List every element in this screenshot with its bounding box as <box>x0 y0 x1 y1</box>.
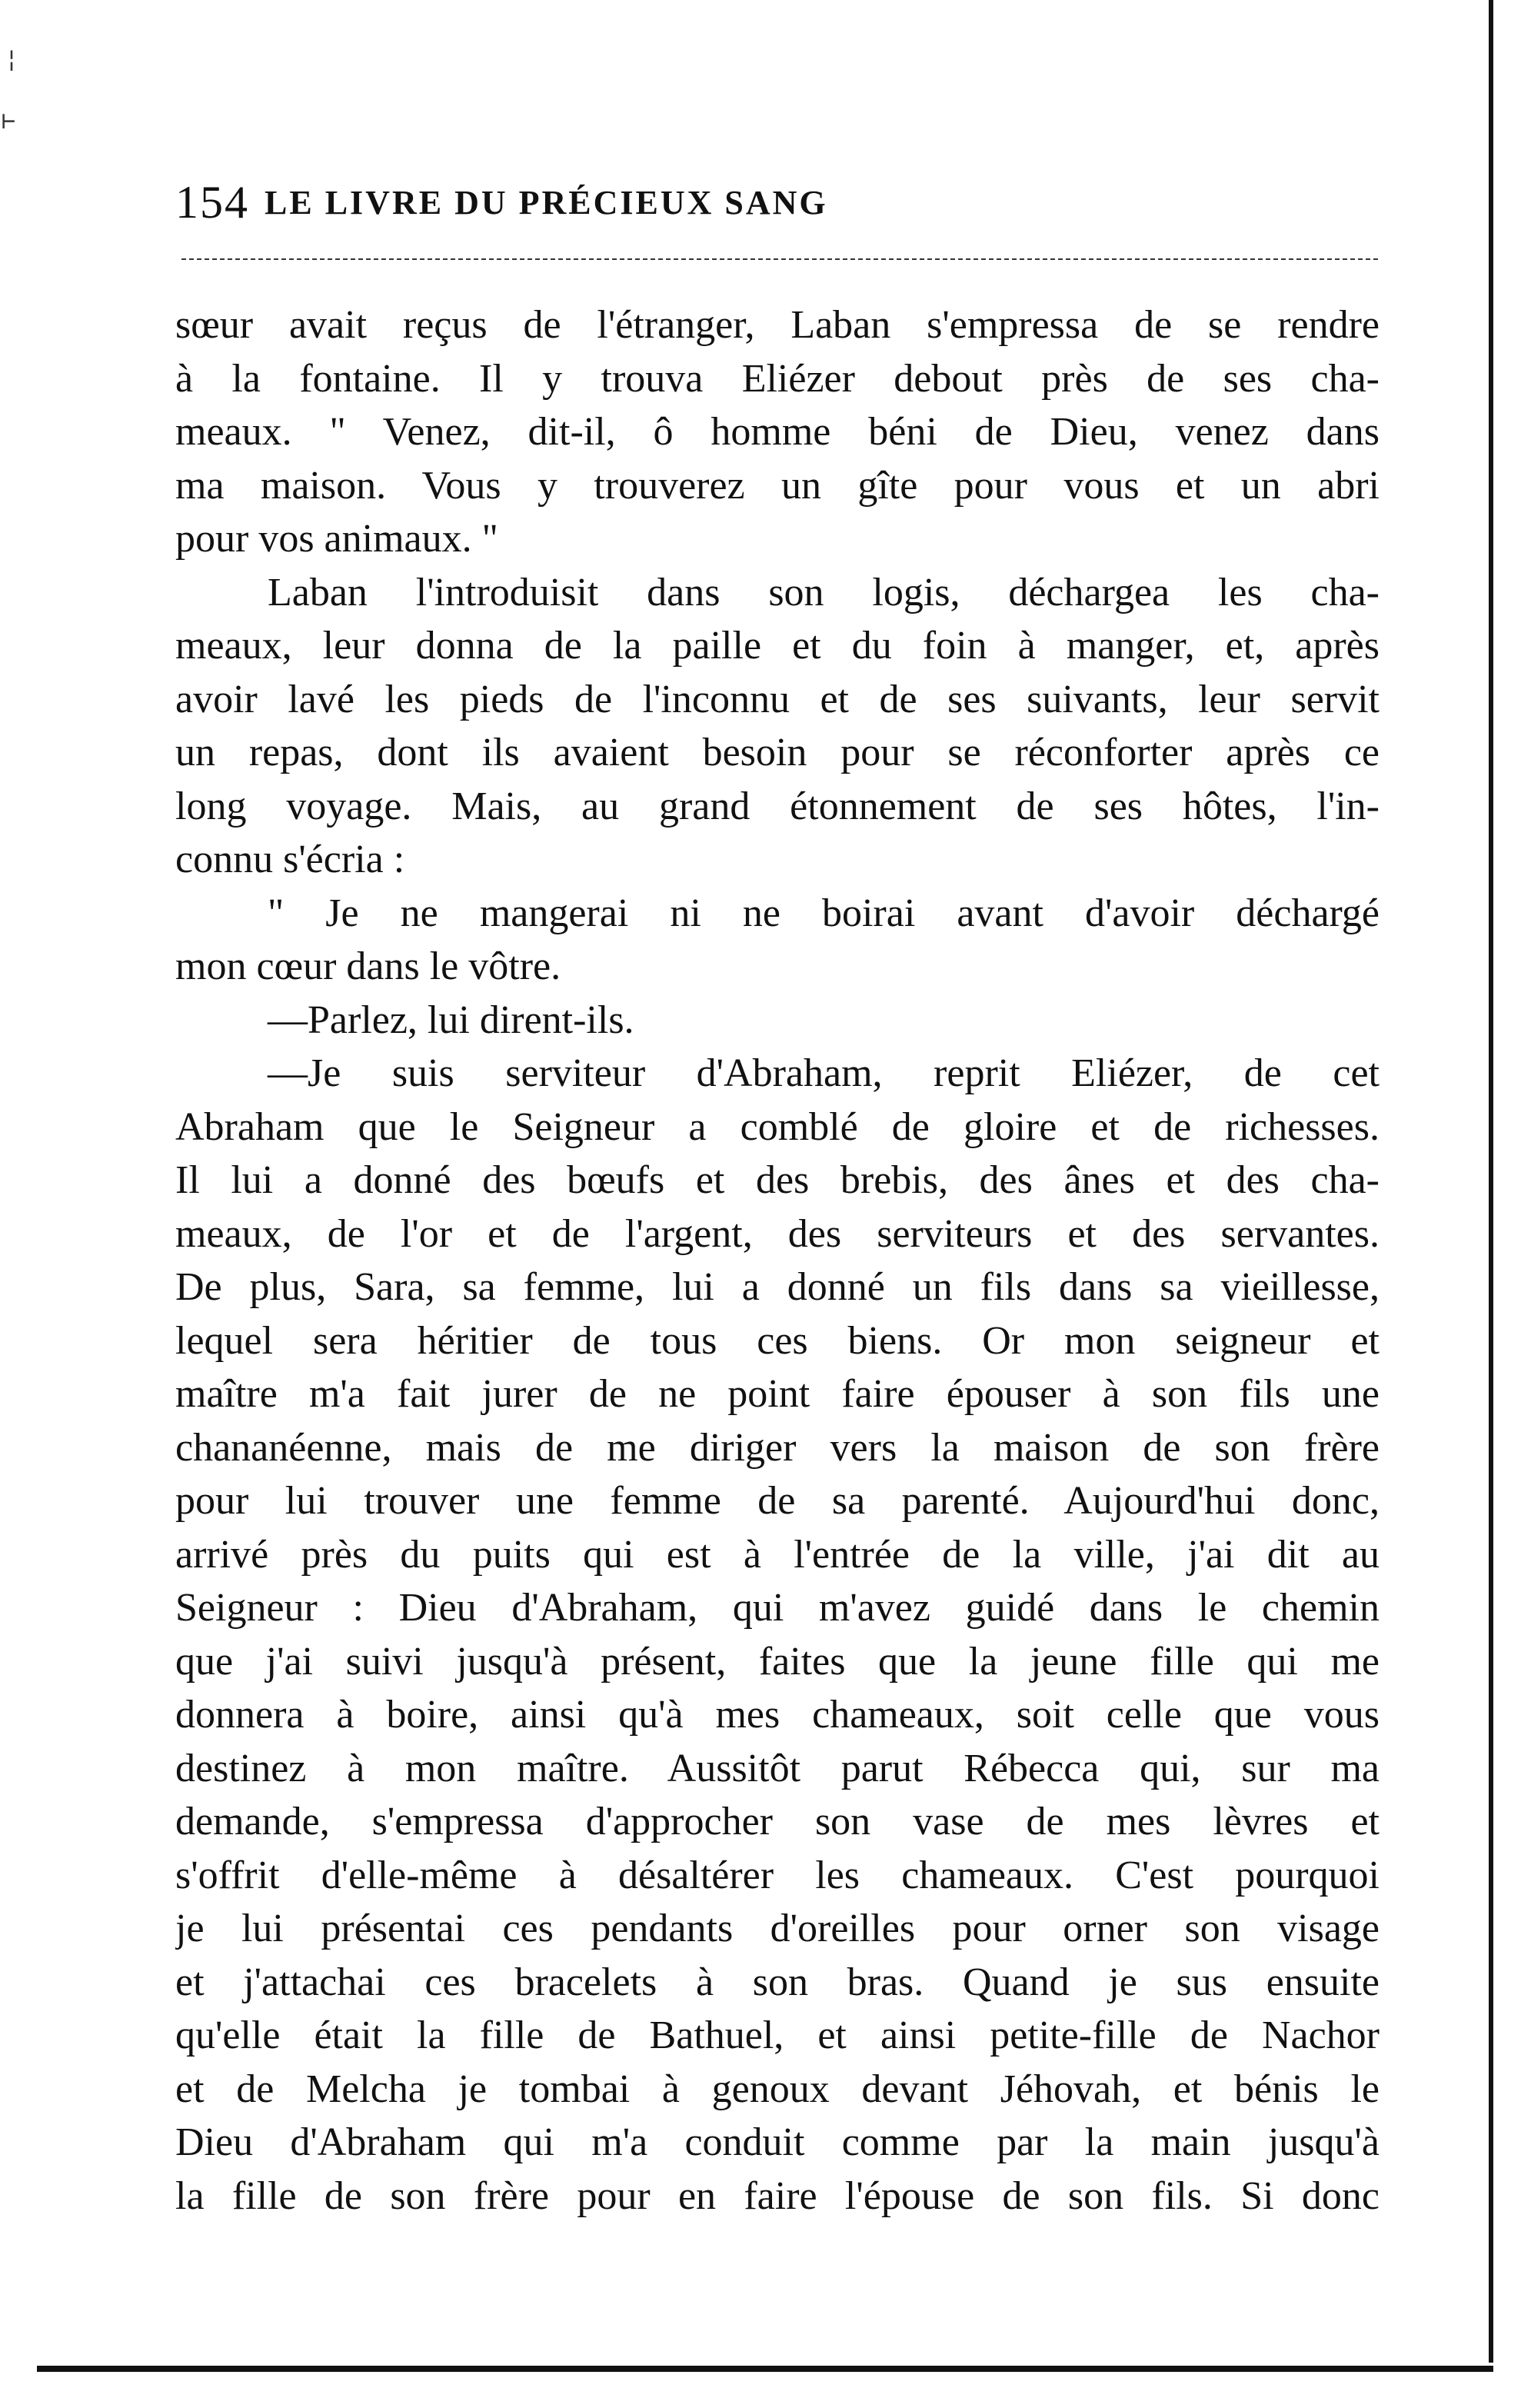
text-line: maître m'a fait jurer de ne point faire épouser à son fils une <box>175 1372 1380 1416</box>
text-line: un repas, dont ils avaient besoin pour se réconforter après ce <box>175 731 1380 774</box>
text-line: pour lui trouver une femme de sa parenté. Aujourd'hui donc, <box>175 1479 1380 1523</box>
text-line: sœur avait reçus de l'étranger, Laban s'empressa de se rendre <box>175 303 1380 347</box>
text-line: s'offrit d'elle-même à désaltérer les chameaux. C'est pourquoi <box>175 1853 1380 1897</box>
text-line: Abraham que le Seigneur a comblé de gloire et de richesses. <box>175 1104 1380 1149</box>
text-line: donnera à boire, ainsi qu'à mes chameaux, soit celle que vous <box>175 1693 1380 1737</box>
text-line: Seigneur : Dieu d'Abraham, qui m'avez guidé dans le chemin <box>175 1586 1380 1630</box>
running-title: LE LIVRE DU PRÉCIEUX SANG <box>265 183 828 221</box>
scan-edge-right <box>1489 0 1493 2363</box>
scan-artifact: ⊢ <box>2 108 16 135</box>
text-line: " Je ne mangerai ni ne boirai avant d'avoir déchargé <box>268 891 1380 935</box>
text-line: mon cœur dans le vôtre. <box>175 944 561 988</box>
scan-margin-marks <box>0 0 46 200</box>
text-line: arrivé près du puits qui est à l'entrée de la ville, j'ai dit au <box>175 1532 1380 1577</box>
body-text <box>175 298 1380 2223</box>
scan-artifact: ¦ <box>5 46 19 73</box>
text-line: meaux. " Venez, dit-il, ô homme béni de Dieu, venez dans <box>175 410 1380 454</box>
text-line: Dieu d'Abraham qui m'a conduit comme par la main jusqu'à <box>175 2120 1380 2164</box>
text-line: Il lui a donné des bœufs et des brebis, des ânes et des cha- <box>175 1158 1380 1202</box>
text-line: lequel sera héritier de tous ces biens. Or mon seigneur et <box>175 1318 1380 1363</box>
text-line: De plus, Sara, sa femme, lui a donné un fils dans sa vieillesse, <box>175 1265 1380 1309</box>
text-line: à la fontaine. Il y trouva Eliézer debout près de ses cha- <box>175 356 1380 401</box>
text-line: la fille de son frère pour en faire l'épouse de son fils. Si donc <box>175 2173 1380 2218</box>
text-line: connu s'écria : <box>175 838 405 881</box>
text-line: je lui présentai ces pendants d'oreilles pour orner son visage <box>175 1907 1380 1950</box>
text-line: chananéenne, mais de me diriger vers la maison de son frère <box>175 1425 1380 1470</box>
text-line: long voyage. Mais, au grand étonnement de ses hôtes, l'in- <box>175 784 1380 828</box>
text-line: ma maison. Vous y trouverez un gîte pour vous et un abri <box>175 463 1380 508</box>
text-line: meaux, de l'or et de l'argent, des serviteurs et des servantes. <box>175 1211 1380 1256</box>
text-line: avoir lavé les pieds de l'inconnu et de ses suivants, leur servit <box>175 677 1380 721</box>
running-head <box>175 175 1375 229</box>
header-rule <box>181 258 1378 260</box>
text-line: qu'elle était la fille de Bathuel, et ainsi petite-fille de Nachor <box>175 2013 1380 2057</box>
text-line: et de Melcha je tombai à genoux devant Jéhovah, et bénis le <box>175 2067 1380 2111</box>
text-line: destinez à mon maître. Aussitôt parut Rébecca qui, sur ma <box>175 1746 1380 1790</box>
text-line: demande, s'empressa d'approcher son vase de mes lèvres et <box>175 1800 1380 1843</box>
scan-edge-bottom <box>37 2366 1493 2372</box>
text-line: et j'attachai ces bracelets à son bras. Quand je sus ensuite <box>175 1960 1380 2004</box>
text-line: —Parlez, lui dirent-ils. <box>268 998 634 1042</box>
text-line: pour vos animaux. " <box>175 517 498 561</box>
text-line: —Je suis serviteur d'Abraham, reprit Eliézer, de cet <box>268 1051 1380 1095</box>
text-line: meaux, leur donna de la paille et du foin à manger, et, après <box>175 624 1380 668</box>
text-line: que j'ai suivi jusqu'à présent, faites que la jeune fille qui me <box>175 1639 1380 1684</box>
text-line: Laban l'introduisit dans son logis, déchargea les cha- <box>268 570 1380 614</box>
page-number: 154 <box>175 176 249 228</box>
